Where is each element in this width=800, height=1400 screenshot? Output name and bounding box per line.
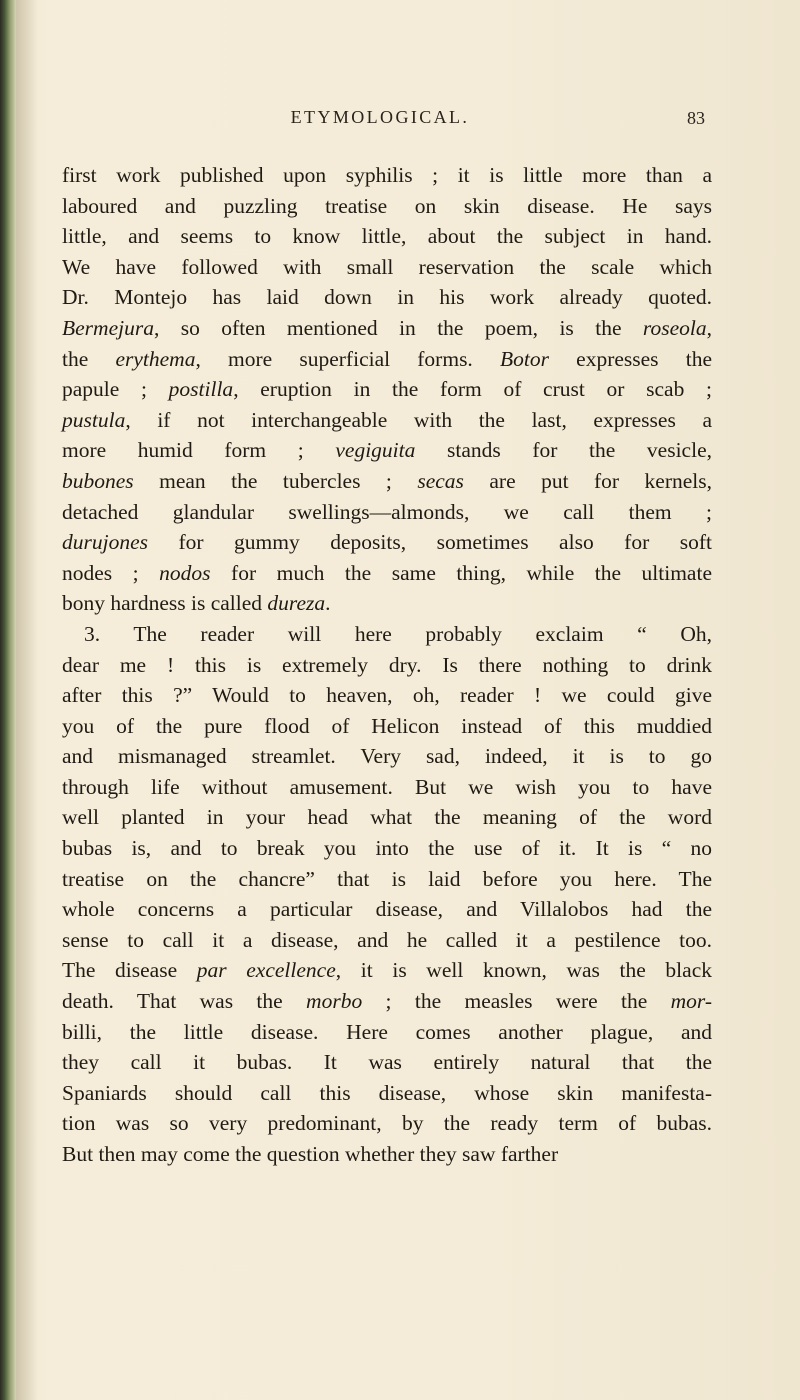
text-line: durujones for gummy deposits, sometimes also for soft [62,530,712,555]
text-line: you of the pure flood of Helicon instead of this muddied [62,713,712,738]
text-line: billi, the little disease. Here comes another plague, and [62,1019,712,1044]
text-line: after this ?” Would to heaven, oh, reader ! we could give [62,683,712,708]
book-binding-edge [0,0,16,1400]
text-line: bubas is, and to break you into the use of it. It is “ no [62,836,712,861]
text-line: bony hardness is called dureza. [62,591,331,616]
text-line: more humid form ; vegiguita stands for the vesicle, [62,438,712,463]
text-line: little, and seems to know little, about the subject in hand. [62,224,712,249]
text-line: treatise on the chancre” that is laid before you here. The [62,866,712,891]
text-line: bubones mean the tubercles ; secas are put for kernels, [62,468,713,493]
text-line: they call it bubas. It was entirely natural that the [62,1050,712,1075]
text-line: tion was so very predominant, by the ready term of bubas. [62,1111,712,1136]
text-line: nodes ; nodos for much the same thing, while the ultimate [62,560,712,585]
gutter-shadow [16,0,38,1400]
text-line: laboured and puzzling treatise on skin disease. He says [62,193,712,218]
body-text [62,160,712,1170]
text-line: 3. The reader will here probably exclaim “ Oh, [84,621,712,646]
running-title: ETYMOLOGICAL. [290,107,470,127]
text-line: sense to call it a disease, and he called it a pestilence too. [62,927,712,952]
text-line: But then may come the question whether they saw farther [62,1142,559,1166]
text-line: and mismanaged streamlet. Very sad, indeed, it is to go [62,744,712,769]
text-line: The disease par excellence, it is well known, was the black [62,958,712,983]
text-line: through life without amusement. But we wish you to have [62,774,712,799]
text-line: well planted in your head what the meaning of the word [62,805,712,830]
page-number: 83 [687,108,705,128]
text-line: whole concerns a particular disease, and Villalobos had the [62,897,712,922]
text-line: Dr. Montejo has laid down in his work already quoted. [62,285,712,310]
text-line: pustula, if not interchangeable with the last, expresses a [62,407,712,432]
running-head [60,107,705,137]
text-line: dear me ! this is extremely dry. Is there nothing to drink [62,652,712,677]
text-line: Spaniards should call this disease, whose skin manifesta- [62,1080,712,1105]
text-line: the erythema, more superficial forms. Botor expresses the [62,346,712,371]
text-line: detached glandular swellings—almonds, we call them ; [62,499,712,524]
text-line: Bermejura, so often mentioned in the poem, is the roseola, [62,315,712,340]
text-line: We have followed with small reservation the scale which [62,254,712,279]
text-line: death. That was the morbo ; the measles were the mor- [62,989,712,1014]
text-line: papule ; postilla, eruption in the form of crust or scab ; [62,377,712,402]
text-line: first work published upon syphilis ; it is little more than a [62,163,712,187]
